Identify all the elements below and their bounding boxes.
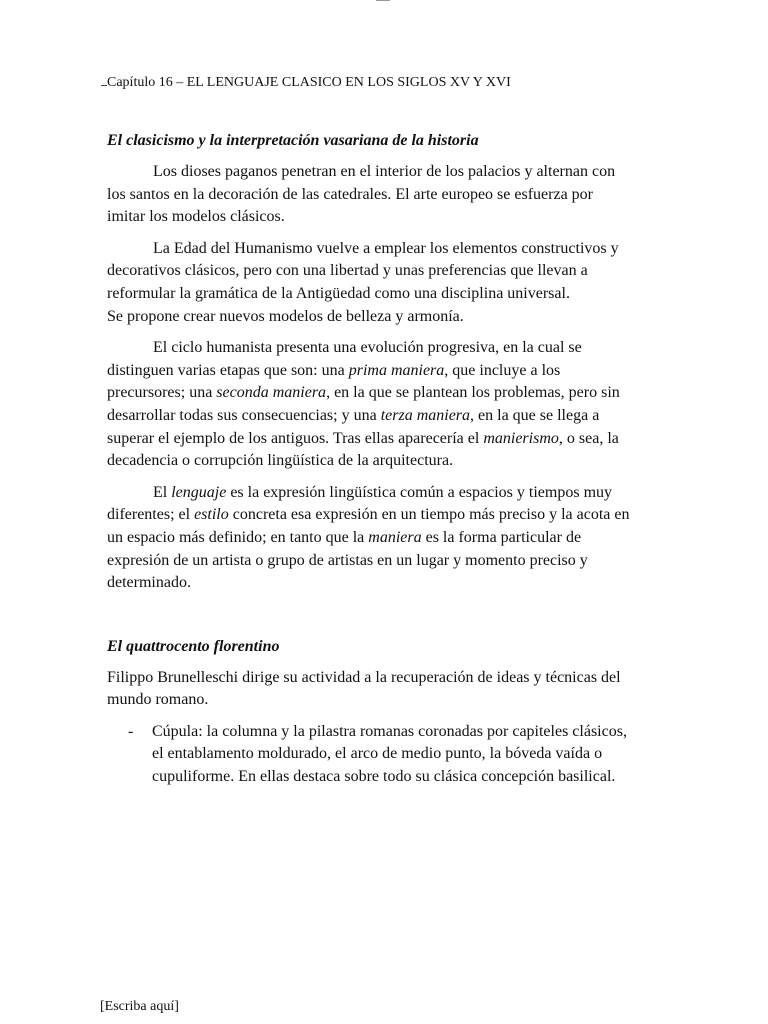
paragraph-text: El [153,483,172,501]
paragraph-text: La Edad del Humanismo vuelve a emplear los elementos constructivos y decorativos clásicos, pero con una libertad y unas preferencias que llevan a reformular la gramática de la Antigüedad como una disciplina universal. [107,239,619,302]
running-header [101,73,511,92]
term-terza-maniera: terza maniera [380,406,471,424]
running-header-title: Capítulo 16 – EL LENGUAJE CLASICO EN LOS SIGLOS XV Y XVI [107,75,511,90]
section-heading-quattrocento: El quattrocento florentino [107,637,280,655]
term-seconda-maniera: seconda maniera [216,384,327,402]
list-item [107,721,635,789]
paragraph [107,238,635,328]
paragraph [107,482,635,595]
list-dash: - [128,722,134,740]
section-heading-clasicismo: El clasicismo y la interpretación vasariana de la historia [107,132,479,149]
term-manierismo: manierismo [483,429,559,447]
document-body [107,130,635,789]
section-spacer [107,604,635,636]
paragraph-text: , en la que se plantean los problemas, pero sin desarrollar todas sus consecuencias; y una [107,384,620,424]
paragraph-text: El ciclo humanista presenta una evolución progresiva, en la cual se distinguen varias etapas que son: una [107,339,582,379]
paragraph-text: , o sea, la decadencia o corrupción lingüística de la arquitectura. [107,429,619,470]
paragraph [107,337,635,473]
term-lenguaje: lenguaje [171,483,227,501]
paragraph: Filippo Brunelleschi dirige su actividad a la recuperación de ideas y técnicas del mundo romano. [107,668,621,709]
paragraph-text: , en la que se llega a superar el ejemplo de los antiguos. Tras ellas aparecería el [107,406,600,447]
paragraph-text: concreta esa expresión en un tiempo más preciso y la acota en un espacio más definido; en tanto que la [107,506,630,546]
page-top-mark [376,0,390,1]
term-maniera: maniera [368,528,422,546]
list-item-text: Cúpula: la columna y la pilastra romanas coronadas por capiteles clásicos, el entablamento moldurado, el arco de medio punto, la bóveda vaída o cupuliforme. En ellas destaca sobre todo su clásica concepción basilical. [152,722,627,786]
term-estilo: estilo [194,506,229,524]
paragraph-text: es la forma particular de expresión de un artista o grupo de artistas en un lugar y momento preciso y determinado. [107,528,588,592]
paragraph: Los dioses paganos penetran en el interior de los palacios y alternan con los santos en la decoración de las catedrales. El arte europeo se esfuerza por imitar los modelos clásicos. [107,163,616,226]
footer-placeholder[interactable]: [Escriba aquí] [100,999,179,1014]
paragraph-text: Se propone crear nuevos modelos de belleza y armonía. [107,307,464,325]
paragraph-text: , que incluye a los precursores; una [107,361,561,402]
term-prima-maniera: prima maniera [348,361,445,379]
paragraph-text: es la expresión lingüística común a espacios y tiempos muy diferentes; el [107,483,613,524]
